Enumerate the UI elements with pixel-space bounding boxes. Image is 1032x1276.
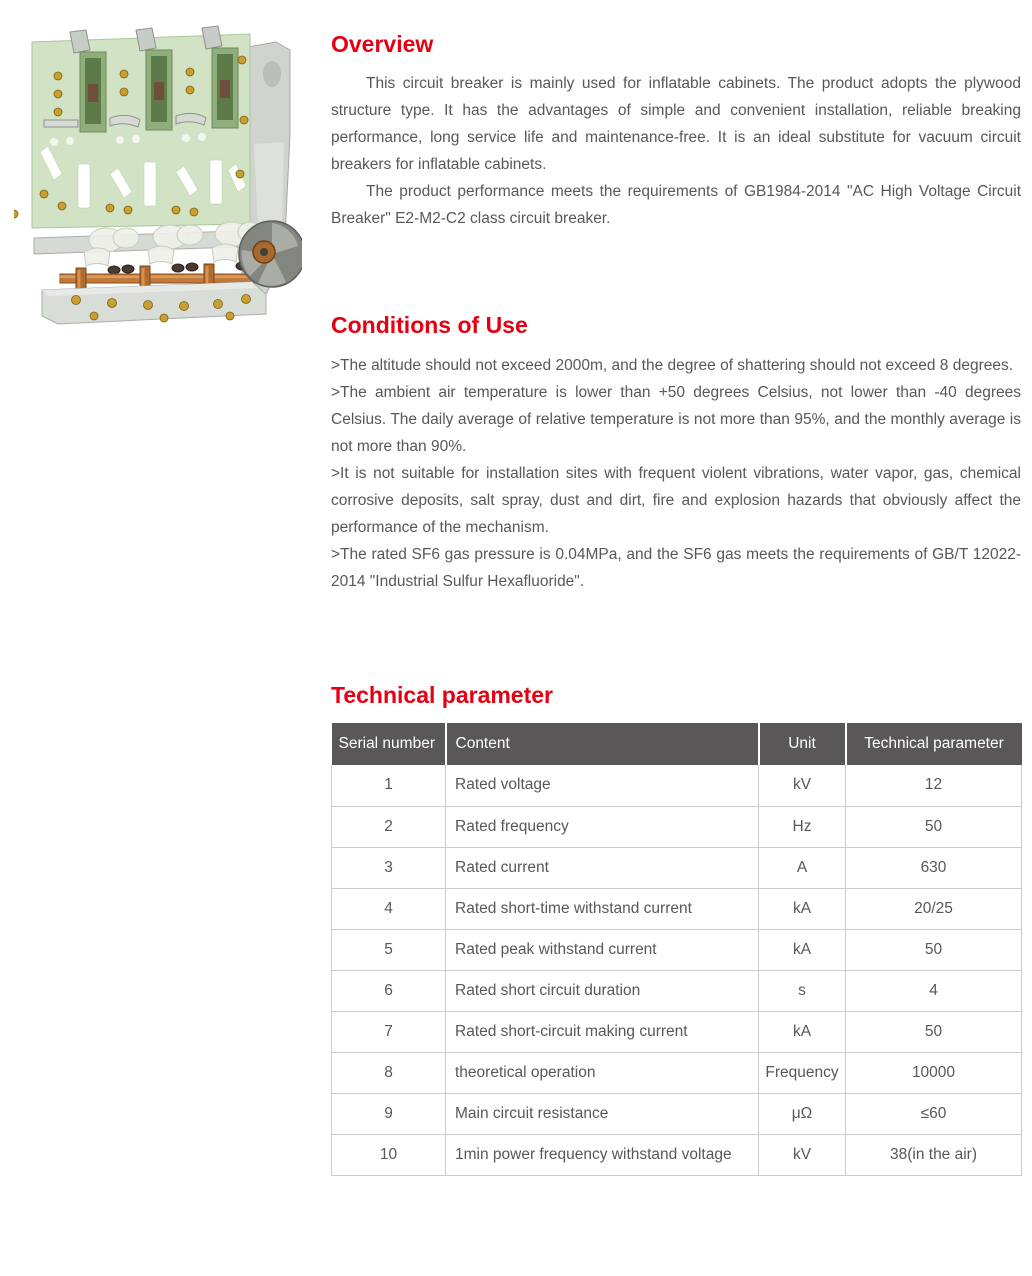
header-technical-parameter: Technical parameter bbox=[846, 723, 1022, 765]
header-unit: Unit bbox=[759, 723, 846, 765]
table-cell: 630 bbox=[846, 847, 1022, 888]
table-cell: 50 bbox=[846, 1011, 1022, 1052]
table-cell: A bbox=[759, 847, 846, 888]
table-cell: 8 bbox=[332, 1052, 446, 1093]
table-row bbox=[332, 970, 1022, 1011]
green-plywood-panel bbox=[14, 26, 250, 228]
overview-paragraph-1: This circuit breaker is mainly used for inflatable cabinets. The product adopts the plywood structure type. It has the advantages of simple and convenient installation, reliable breaking performance, long service life and maintenance-free. It is an ideal substitute for vacuum circuit breakers for inflatable cabinets. bbox=[331, 75, 1021, 173]
table-row bbox=[332, 888, 1022, 929]
header-serial-number: Serial number bbox=[332, 723, 446, 765]
table-cell: kV bbox=[759, 1134, 846, 1175]
table-cell: s bbox=[759, 970, 846, 1011]
table-row bbox=[332, 1052, 1022, 1093]
table-cell: 20/25 bbox=[846, 888, 1022, 929]
table-cell: Hz bbox=[759, 806, 846, 847]
table-row bbox=[332, 929, 1022, 970]
table-cell: kA bbox=[759, 1011, 846, 1052]
table-cell: 50 bbox=[846, 929, 1022, 970]
table-cell: Rated frequency bbox=[446, 806, 759, 847]
table-cell: 12 bbox=[846, 765, 1022, 806]
conditions-paragraph-3: >It is not suitable for installation sites with frequent violent vibrations, water vapor, gas, chemical corrosive deposits, salt spray, dust and dirt, fire and explosion hazards that obviously affect the performance of the mechanism. bbox=[331, 465, 1021, 536]
table-row bbox=[332, 806, 1022, 847]
table-row bbox=[332, 847, 1022, 888]
overview-paragraph-2: The product performance meets the requirements of GB1984-2014 "AC High Voltage Circuit Breaker" E2-M2-C2 class circuit breaker. bbox=[331, 183, 1021, 227]
table-cell: Rated short-circuit making current bbox=[446, 1011, 759, 1052]
table-cell: 10000 bbox=[846, 1052, 1022, 1093]
table-cell: Rated short-time withstand current bbox=[446, 888, 759, 929]
conditions-of-use-heading: Conditions of Use bbox=[331, 312, 528, 338]
table-cell: kA bbox=[759, 888, 846, 929]
table-cell: theoretical operation bbox=[446, 1052, 759, 1093]
table-cell: Rated short circuit duration bbox=[446, 970, 759, 1011]
table-cell: kA bbox=[759, 929, 846, 970]
table-cell: 3 bbox=[332, 847, 446, 888]
table-cell: 1min power frequency withstand voltage bbox=[446, 1134, 759, 1175]
table-row bbox=[332, 765, 1022, 806]
header-content: Content bbox=[446, 723, 759, 765]
table-cell: 6 bbox=[332, 970, 446, 1011]
table-cell: 38(in the air) bbox=[846, 1134, 1022, 1175]
conditions-paragraph-4: >The rated SF6 gas pressure is 0.04MPa, and the SF6 gas meets the requirements of GB/T 12022-2014 "Industrial Sulfur Hexafluoride". bbox=[331, 546, 1021, 590]
table-cell: 9 bbox=[332, 1093, 446, 1134]
table-cell: 10 bbox=[332, 1134, 446, 1175]
lower-mechanism bbox=[34, 221, 302, 324]
table-cell: Frequency bbox=[759, 1052, 846, 1093]
table-cell: Main circuit resistance bbox=[446, 1093, 759, 1134]
operating-wheel bbox=[239, 221, 302, 287]
overview-heading: Overview bbox=[331, 31, 434, 57]
technical-parameter-table bbox=[331, 723, 1022, 1176]
table-cell: Rated current bbox=[446, 847, 759, 888]
conditions-paragraph-1: >The altitude should not exceed 2000m, and the degree of shattering should not exceed 8 degrees. bbox=[331, 357, 1014, 374]
table-cell: 5 bbox=[332, 929, 446, 970]
table-cell: μΩ bbox=[759, 1093, 846, 1134]
table-header-row bbox=[332, 723, 1022, 765]
base-channel bbox=[42, 282, 266, 324]
technical-parameter-heading: Technical parameter bbox=[331, 682, 554, 708]
technical-table-body bbox=[332, 765, 1022, 1175]
product-image bbox=[14, 24, 302, 338]
table-cell: 7 bbox=[332, 1011, 446, 1052]
table-cell: 50 bbox=[846, 806, 1022, 847]
content-column bbox=[331, 0, 1021, 1176]
table-cell: 2 bbox=[332, 806, 446, 847]
table-cell: 4 bbox=[332, 888, 446, 929]
table-cell: ≤60 bbox=[846, 1093, 1022, 1134]
table-row bbox=[332, 1134, 1022, 1175]
table-cell: Rated voltage bbox=[446, 765, 759, 806]
table-row bbox=[332, 1093, 1022, 1134]
table-row bbox=[332, 1011, 1022, 1052]
circuit-breaker-illustration bbox=[14, 24, 302, 338]
table-cell: kV bbox=[759, 765, 846, 806]
table-cell: Rated peak withstand current bbox=[446, 929, 759, 970]
conditions-paragraphs bbox=[331, 352, 1021, 595]
overview-paragraphs bbox=[331, 70, 1021, 232]
table-cell: 4 bbox=[846, 970, 1022, 1011]
conditions-paragraph-2: >The ambient air temperature is lower than +50 degrees Celsius, not lower than -40 degrees Celsius. The daily average of relative temperature is not more than 95%, and the monthly average is not more than 90%. bbox=[331, 384, 1021, 455]
table-cell: 1 bbox=[332, 765, 446, 806]
